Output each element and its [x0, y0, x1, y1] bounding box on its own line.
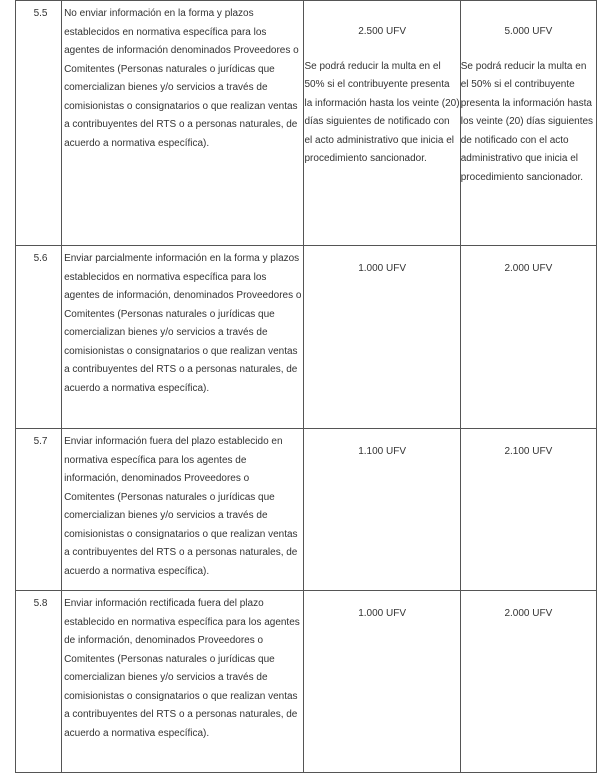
row-description: Enviar información fuera del plazo establecido en normativa específica para los agentes de información, denominados Proveedores o Comitentes (Personas naturales o jurídicas que comercializan bienes y/o servicios a través de comisionistas o consignatarios o que realizan ventas a contribuyentes del RTS o a personas naturales, de acuerdo a normativa específica). [62, 429, 304, 591]
amount-cell-b [460, 429, 596, 591]
row-description: Enviar información rectificada fuera del plazo establecido en normativa específica para los agentes de información, denominados Proveedores o Comitentes (Personas naturales o jurídicas que comercializan bienes y/o servicios a través de comisionistas o consignatarios o que realizan ventas a contribuyentes del RTS o a personas naturales, de acuerdo a normativa específica). [62, 591, 304, 773]
amount-cell-b [460, 591, 596, 773]
reduction-note-b: Se podrá reducir la multa en el 50% si el contribuyente presenta la información hasta los veinte (20) días siguientes de notificado con el acto administrativo que inicia el procedimiento sancionador. [460, 60, 594, 183]
row-number: 5.8 [16, 591, 62, 773]
row-number: 5.5 [16, 1, 62, 246]
row-description: Enviar parcialmente información en la forma y plazos establecidos en normativa específica para los agentes de información, denominados Proveedores o Comitentes (Personas naturales o jurídicas que comercializan bienes y/o servicios a través de comisionistas o consignatarios o que realizan ventas a contribuyentes del RTS o a personas naturales, de acuerdo a normativa específica). [62, 246, 304, 429]
row-number: 5.6 [16, 246, 62, 429]
table-row [16, 246, 597, 429]
amount-a: 1.000 UFV [358, 263, 407, 274]
sanctions-table [15, 0, 597, 773]
amount-cell-b [460, 246, 596, 429]
amount-cell-b [460, 1, 596, 246]
amount-cell-a [304, 1, 460, 246]
row-description: No enviar información en la forma y plazos establecidos en normativa específica para los agentes de información denominados Proveedores o Comitentes (Personas naturales o jurídicas que comercializan bienes y/o servicios a través de comisionistas o consignatarios o que realizan ventas a contribuyentes del RTS o a personas naturales, de acuerdo a normativa específica). [62, 1, 304, 246]
amount-a: 2.500 UFV [358, 26, 407, 37]
amount-b: 5.000 UFV [504, 26, 553, 37]
table-row [16, 591, 597, 773]
row-number: 5.7 [16, 429, 62, 591]
amount-b: 2.000 UFV [504, 263, 553, 274]
amount-b: 2.100 UFV [504, 446, 553, 457]
reduction-note-a: Se podrá reducir la multa en el 50% si el contribuyente presenta la información hasta los veinte (20) días siguientes de notificado con el acto administrativo que inicia el procedimiento sancionador. [304, 60, 460, 164]
table-row [16, 429, 597, 591]
amount-a: 1.100 UFV [358, 446, 407, 457]
amount-cell-a [304, 429, 460, 591]
amount-b: 2.000 UFV [504, 608, 553, 619]
amount-a: 1.000 UFV [358, 608, 407, 619]
amount-cell-a [304, 591, 460, 773]
amount-cell-a [304, 246, 460, 429]
table-row [16, 1, 597, 246]
